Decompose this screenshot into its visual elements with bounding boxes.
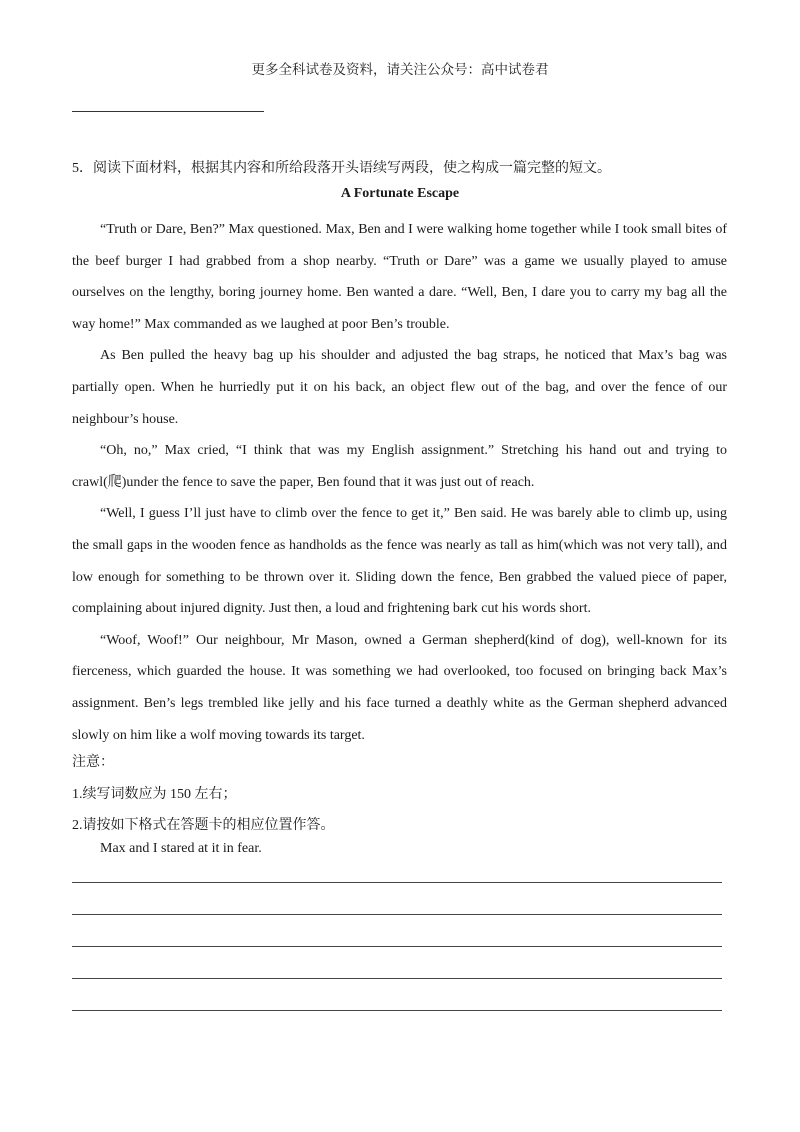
- note-item: 1.续写词数应为 150 左右；: [72, 786, 237, 802]
- paragraph: “Woof, Woof!” Our neighbour, Mr Mason, owned a German shepherd(kind of dog), well-known for its fierceness, which guarded the house. It was something we had overlooked, too focused on bringing back Max’s assignment. Ben’s legs trembled like jelly and his face turned a deathly white as the German shepherd advanced slowly on him like a wolf moving towards its target.: [72, 632, 727, 743]
- answer-blank-line: [72, 111, 264, 112]
- notes-label: 注意：: [72, 755, 114, 770]
- paragraph: “Well, I guess I’ll just have to climb over the fence to get it,” Ben said. He was barely able to climb up, using the small gaps in the wooden fence as handholds as the fence was nearly as tall as him(which was not very tall), and low enough for something to be thrown over it. Sliding down the fence, Ben grabbed the valued piece of paper, complaining about injured dignity. Just then, a loud and frightening bark cut his words short.: [72, 506, 727, 617]
- writing-line[interactable]: [72, 1010, 722, 1011]
- writing-line[interactable]: [72, 978, 722, 979]
- paragraph-starter: Max and I stared at it in fear.: [100, 841, 262, 856]
- writing-line[interactable]: [72, 946, 722, 947]
- question-instruction: 5．阅读下面材料，根据其内容和所给段落开头语续写两段，使之构成一篇完整的短文。: [72, 161, 611, 176]
- paragraph: “Truth or Dare, Ben?” Max questioned. Max, Ben and I were walking home together while I took small bites of the beef burger I had grabbed from a shop nearby. “Truth or Dare” was a game we usually played to amuse ourselves on the lengthy, boring journey home. Ben wanted a dare. “Well, Ben, I dare you to carry my bag all the way home!” Max commanded as we laughed at poor Ben’s trouble.: [72, 222, 727, 332]
- passage-title: A Fortunate Escape: [340, 186, 460, 201]
- writing-line[interactable]: [72, 914, 722, 915]
- paragraph: As Ben pulled the heavy bag up his shoulder and adjusted the bag straps, he noticed that Max’s bag was partially open. When he hurriedly put it on his back, an object flew out of the bag, and over the fence of our neighbour’s house.: [72, 348, 727, 427]
- passage-body: [72, 214, 727, 751]
- writing-line[interactable]: [72, 882, 722, 883]
- notes-section: [72, 747, 335, 842]
- note-item: 2.请按如下格式在答题卡的相应位置作答。: [72, 818, 335, 834]
- paragraph: “Oh, no,” Max cried, “I think that was my English assignment.” Stretching his hand out and trying to crawl(爬)under the fence to save the paper, Ben found that it was just out of reach.: [72, 443, 727, 490]
- page-header: 更多全科试卷及资料，请关注公众号：高中试卷君: [251, 62, 549, 77]
